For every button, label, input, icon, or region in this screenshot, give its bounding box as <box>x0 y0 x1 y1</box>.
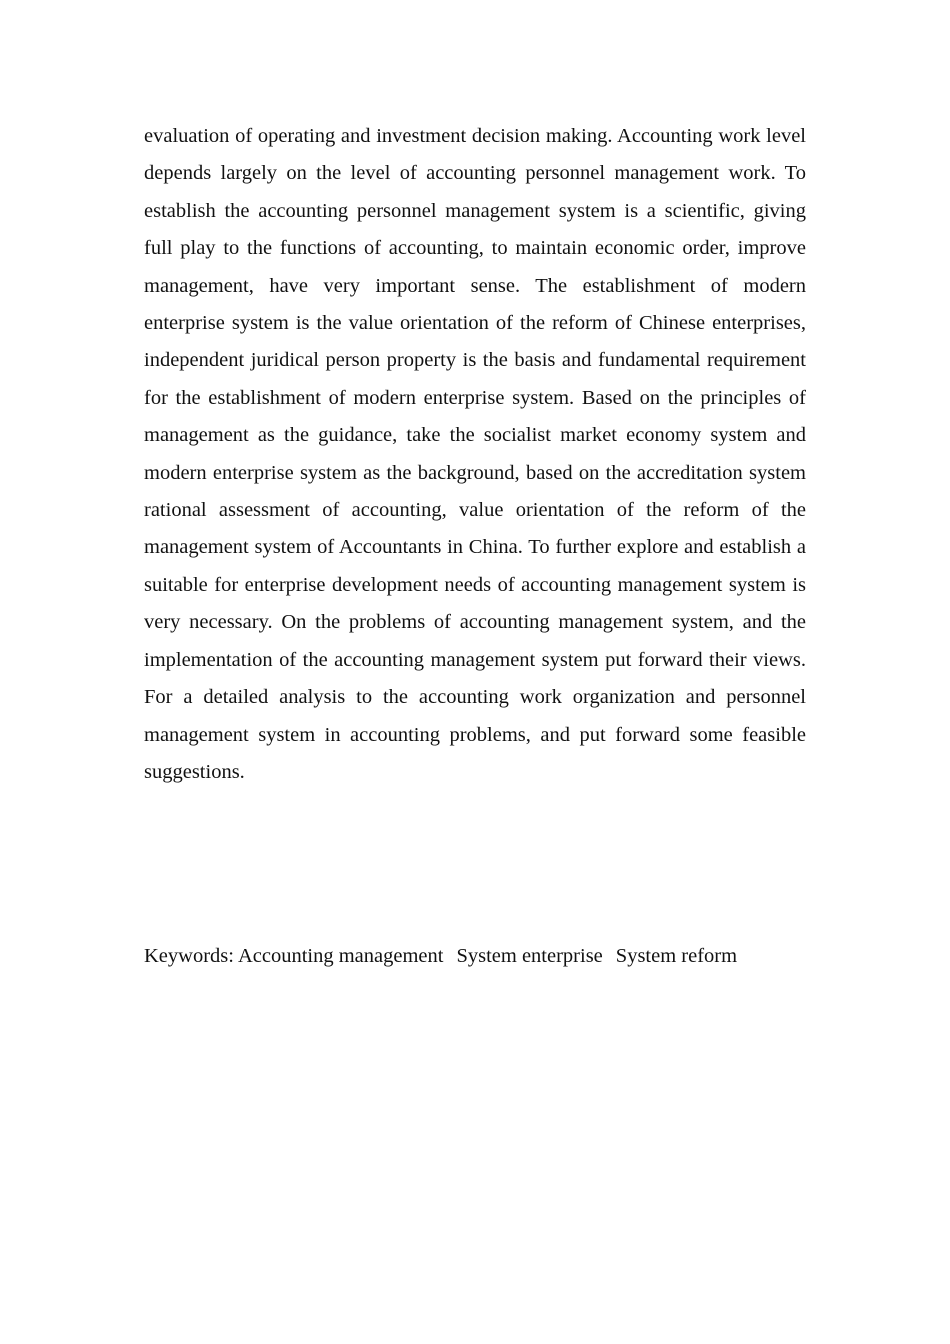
abstract-paragraph: evaluation of operating and investment decision making. Accounting work level depends largely on the level of accounting personnel management work. To establish the accounting personnel management system is a scientific, giving full play to the functions of accounting, to maintain economic order, improve management, have very important sense. The establishment of modern enterprise system is the value orientation of the reform of Chinese enterprises, independent juridical person property is the basis and fundamental requirement for the establishment of modern enterprise system. Based on the principles of management as the guidance, take the socialist market economy system and modern enterprise system as the background, based on the accreditation system rational assessment of accounting, value orientation of the reform of the management system of Accountants in China. To further explore and establish a suitable for enterprise development needs of accounting management system is very necessary. On the problems of accounting management system, and the implementation of the accounting management system put forward their views. For a detailed analysis to the accounting work organization and personnel management system in accounting problems, and put forward some feasible suggestions. <box>144 125 806 783</box>
keywords-line <box>144 938 844 975</box>
keywords-label: Keywords: <box>144 945 238 967</box>
keyword-item: System reform <box>615 945 738 967</box>
keyword-item: Accounting management <box>237 945 444 967</box>
keyword-item: System enterprise <box>456 945 603 967</box>
